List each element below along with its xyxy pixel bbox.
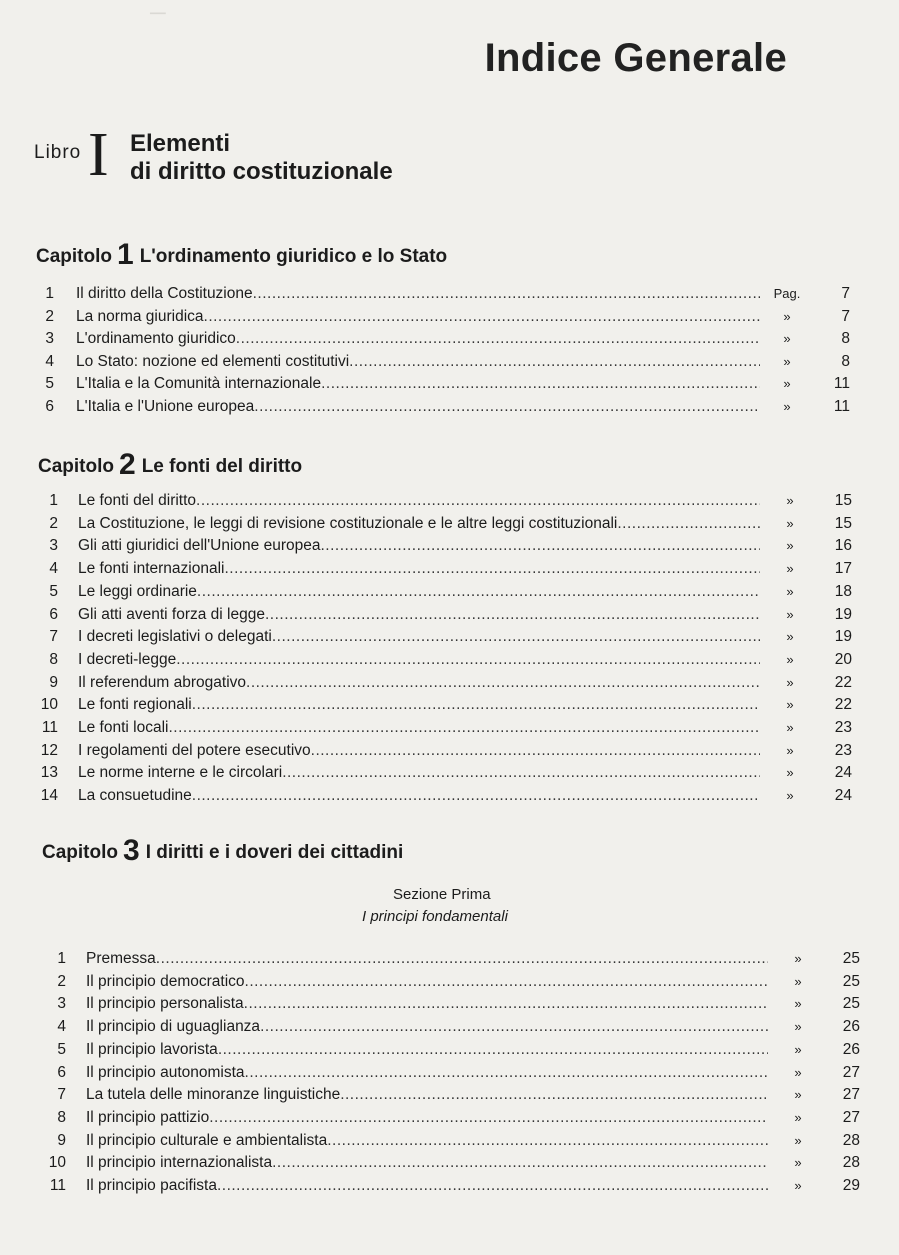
- entry-title: Gli atti giuridici dell'Unione europea .....: [78, 535, 760, 557]
- entry-title: La consuetudine .....: [78, 785, 760, 807]
- chapter-number: 1: [117, 238, 134, 271]
- toc-entry: [0, 396, 899, 418]
- entry-page-mark: »: [794, 973, 802, 989]
- entry-page-number: 11: [833, 375, 850, 393]
- entry-number: 6: [57, 1063, 66, 1081]
- entry-page-mark: »: [794, 951, 802, 966]
- entry-page-mark: »: [783, 376, 791, 392]
- entry-title: Il principio di uguaglianza .....: [86, 1016, 768, 1038]
- entry-title: L'Italia e la Comunità internazionale .....: [76, 373, 760, 395]
- entry-page-number: 25: [842, 950, 860, 967]
- entry-page-mark: »: [794, 1087, 802, 1103]
- chapter-title: I diritti e i doveri dei cittadini: [145, 842, 404, 863]
- entry-number: 2: [49, 514, 58, 532]
- libro-word: Libro: [34, 142, 82, 163]
- entry-number: 11: [41, 719, 58, 736]
- entry-number: 3: [57, 995, 66, 1013]
- entry-title: Le fonti locali .....: [78, 717, 760, 739]
- toc-entry: [0, 535, 899, 557]
- toc-entry: [0, 1175, 899, 1197]
- chapter-label: Capitolo: [38, 456, 114, 477]
- entry-number: 8: [57, 1108, 66, 1126]
- entry-number: 12: [40, 741, 58, 759]
- entry-number: 9: [57, 1131, 66, 1149]
- toc-entry: [0, 785, 899, 807]
- entry-title: Il principio lavorista .....: [86, 1039, 768, 1061]
- chapter-label: Capitolo: [36, 246, 112, 267]
- entry-number: 2: [57, 972, 66, 990]
- entry-page-number: 26: [842, 1018, 860, 1036]
- entry-page-number: 27: [842, 1108, 860, 1126]
- entry-page-number: 20: [834, 650, 852, 668]
- entry-page-mark: »: [783, 399, 791, 414]
- toc-entry: [0, 581, 899, 603]
- entry-page-mark: »: [783, 353, 791, 369]
- toc-entry: [0, 1152, 899, 1174]
- toc-entry: [0, 1039, 899, 1061]
- entry-page-number: 24: [834, 787, 852, 805]
- toc-entry: [0, 1016, 899, 1038]
- toc-entry: [0, 513, 899, 535]
- entry-number: 6: [49, 605, 58, 623]
- entry-title: La tutela delle minoranze linguistiche .....: [86, 1084, 768, 1106]
- entry-page-number: 8: [841, 352, 850, 370]
- entry-page-number: 23: [834, 741, 852, 759]
- entry-page-number: 19: [834, 628, 852, 646]
- entry-title: La Costituzione, le leggi di revisione costituzionale e le altre leggi costituzionali .....: [78, 513, 760, 535]
- chapter-label: Capitolo: [42, 842, 118, 863]
- entry-title: Le fonti regionali .....: [78, 694, 760, 716]
- toc-entry: [0, 626, 899, 648]
- entry-page-mark: »: [786, 515, 794, 531]
- chapter-1-heading: [36, 238, 447, 272]
- entry-title: I regolamenti del potere esecutivo .....: [78, 740, 760, 762]
- entry-title: Il principio personalista .....: [86, 993, 768, 1015]
- entry-number: 10: [40, 696, 58, 714]
- chapter-number: 2: [119, 448, 136, 481]
- entry-page-number: 7: [841, 285, 850, 302]
- entry-number: 10: [48, 1154, 66, 1172]
- entry-page-mark: »: [786, 651, 794, 667]
- entry-number: 6: [45, 398, 54, 415]
- entry-page-number: 7: [841, 307, 850, 325]
- entry-page-mark: Pag.: [773, 286, 801, 301]
- toc-entry: [0, 306, 899, 328]
- toc-entry: [0, 1084, 899, 1106]
- entry-title: Il principio autonomista .....: [86, 1062, 768, 1084]
- entry-title: I decreti-legge .....: [78, 649, 760, 671]
- toc-entry: [0, 490, 899, 512]
- entry-number: 1: [45, 285, 54, 302]
- entry-page-mark: »: [786, 606, 794, 622]
- entry-page-number: 16: [834, 537, 852, 555]
- toc-entry: [0, 1107, 899, 1129]
- entry-number: 14: [40, 787, 58, 805]
- entry-page-number: 8: [841, 330, 850, 348]
- libro-title-line-2: di diritto costituzionale: [130, 158, 393, 185]
- entry-page-mark: »: [786, 788, 794, 804]
- entry-page-mark: »: [786, 742, 794, 758]
- entry-page-mark: »: [794, 1155, 802, 1171]
- entry-page-number: 11: [833, 398, 850, 415]
- toc-entry: [0, 948, 899, 970]
- entry-title: Il principio pattizio .....: [86, 1107, 768, 1129]
- entry-title: Le fonti internazionali .....: [78, 558, 760, 580]
- libro-numeral: I: [88, 121, 109, 189]
- toc-entry: [0, 351, 899, 373]
- toc-entry: [0, 649, 899, 671]
- toc-entry: [0, 717, 899, 739]
- entry-page-mark: »: [794, 1041, 802, 1057]
- entry-number: 4: [49, 560, 58, 578]
- entry-title: L'Italia e l'Unione europea .....: [76, 396, 760, 418]
- toc-entry: [0, 762, 899, 784]
- entry-page-number: 27: [842, 1086, 860, 1104]
- entry-page-number: 29: [842, 1177, 860, 1194]
- entry-number: 5: [45, 375, 54, 393]
- entry-page-number: 26: [842, 1040, 860, 1058]
- entry-page-mark: »: [786, 538, 794, 554]
- entry-title: Le norme interne e le circolari .....: [78, 762, 760, 784]
- entry-page-number: 22: [834, 696, 852, 714]
- entry-page-number: 28: [842, 1131, 860, 1149]
- entry-number: 4: [57, 1018, 66, 1036]
- entry-number: 4: [45, 352, 54, 370]
- entry-title: Il principio democratico .....: [86, 971, 768, 993]
- toc-entry: [0, 558, 899, 580]
- toc-entry: [0, 328, 899, 350]
- entry-page-mark: »: [783, 308, 791, 324]
- chapter-3-heading: [42, 834, 403, 868]
- entry-page-number: 23: [834, 719, 852, 736]
- entry-page-number: 24: [834, 764, 852, 782]
- entry-page-number: 19: [834, 605, 852, 623]
- entry-page-mark: »: [786, 697, 794, 713]
- entry-page-mark: »: [794, 996, 802, 1012]
- toc-entry: [0, 971, 899, 993]
- entry-page-mark: »: [786, 674, 794, 690]
- entry-number: 8: [49, 650, 58, 668]
- entry-page-mark: »: [786, 629, 794, 645]
- entry-number: 1: [49, 492, 58, 509]
- entry-title: Il diritto della Costituzione .....: [76, 283, 760, 305]
- section-subtitle: I principi fondamentali: [362, 908, 508, 925]
- chapter-number: 3: [123, 834, 140, 867]
- toc-entry: [0, 1062, 899, 1084]
- libro-title: [130, 130, 393, 186]
- entry-number: 5: [49, 582, 58, 600]
- toc-entry: [0, 694, 899, 716]
- entry-title: Lo Stato: nozione ed elementi costitutivi .....: [76, 351, 760, 373]
- show-through-bleed: ─: [150, 0, 166, 25]
- toc-entry: [0, 283, 899, 305]
- entry-title: Il principio culturale e ambientalista .....: [86, 1130, 768, 1152]
- entry-number: 7: [57, 1086, 66, 1104]
- page-title: Indice Generale: [484, 36, 787, 80]
- entry-title: Il principio pacifista .....: [86, 1175, 768, 1197]
- entry-page-mark: »: [786, 720, 794, 735]
- entry-page-number: 28: [842, 1154, 860, 1172]
- entry-number: 3: [45, 330, 54, 348]
- entry-title: I decreti legislativi o delegati .....: [78, 626, 760, 648]
- section-title: Sezione Prima: [393, 886, 491, 903]
- entry-title: La norma giuridica .....: [76, 306, 760, 328]
- entry-title: Le leggi ordinarie .....: [78, 581, 760, 603]
- entry-number: 1: [57, 950, 66, 967]
- entry-number: 5: [57, 1040, 66, 1058]
- entry-number: 9: [49, 673, 58, 691]
- toc-entry: [0, 740, 899, 762]
- entry-page-mark: »: [786, 583, 794, 599]
- entry-page-number: 17: [834, 560, 852, 578]
- entry-page-mark: »: [783, 331, 791, 347]
- toc-entry: [0, 604, 899, 626]
- chapter-2-heading: [38, 448, 302, 482]
- entry-page-mark: »: [786, 493, 794, 508]
- toc-entry: [0, 993, 899, 1015]
- entry-page-mark: »: [794, 1019, 802, 1035]
- entry-page-mark: »: [786, 561, 794, 577]
- entry-number: 13: [40, 764, 58, 782]
- libro-title-line-1: Elementi: [130, 130, 231, 157]
- entry-title: Il principio internazionalista .....: [86, 1152, 768, 1174]
- entry-page-number: 25: [842, 972, 860, 990]
- entry-page-number: 15: [834, 514, 852, 532]
- entry-title: L'ordinamento giuridico .....: [76, 328, 760, 350]
- toc-entry: [0, 672, 899, 694]
- entry-page-mark: »: [794, 1178, 802, 1193]
- entry-number: 3: [49, 537, 58, 555]
- toc-entry: [0, 1130, 899, 1152]
- entry-number: 11: [49, 1177, 66, 1194]
- entry-page-mark: »: [794, 1064, 802, 1080]
- entry-title: Premessa .....: [86, 948, 768, 970]
- entry-page-mark: »: [786, 765, 794, 781]
- entry-page-number: 22: [834, 673, 852, 691]
- entry-number: 7: [49, 628, 58, 646]
- entry-page-number: 27: [842, 1063, 860, 1081]
- entry-page-mark: »: [794, 1132, 802, 1148]
- entry-number: 2: [45, 307, 54, 325]
- entry-page-number: 18: [834, 582, 852, 600]
- chapter-title: L'ordinamento giuridico e lo Stato: [139, 246, 448, 267]
- entry-title: Le fonti del diritto .....: [78, 490, 760, 512]
- entry-page-mark: »: [794, 1109, 802, 1125]
- entry-page-number: 25: [842, 995, 860, 1013]
- entry-title: Il referendum abrogativo .....: [78, 672, 760, 694]
- chapter-title: Le fonti del diritto: [141, 456, 303, 477]
- entry-title: Gli atti aventi forza di legge .....: [78, 604, 760, 626]
- toc-entry: [0, 373, 899, 395]
- entry-page-number: 15: [834, 492, 852, 509]
